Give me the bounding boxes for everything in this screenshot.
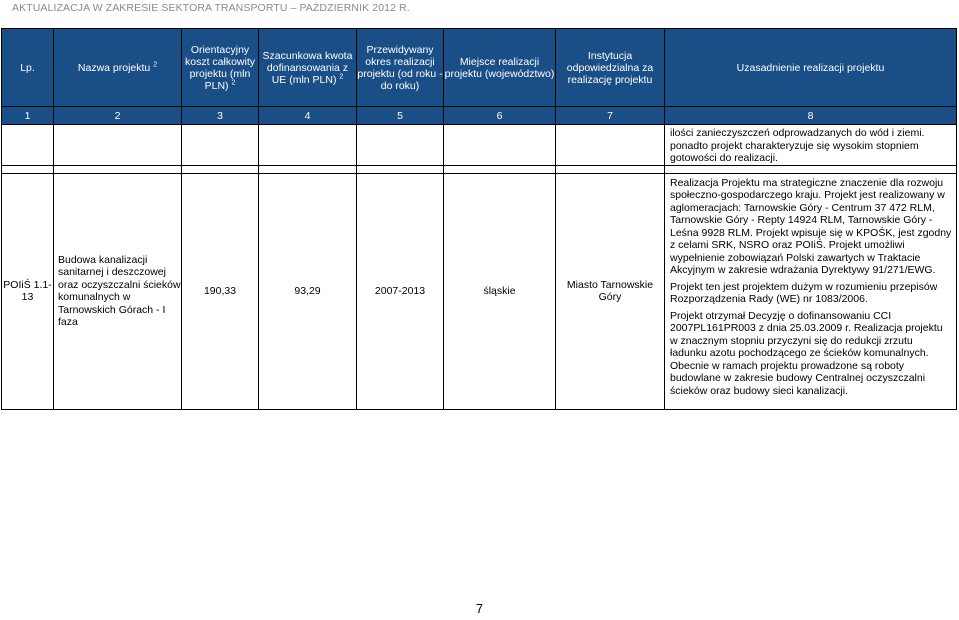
column-number: 2: [54, 107, 182, 125]
column-number: 8: [665, 107, 957, 125]
column-number: 4: [259, 107, 357, 125]
header-cost: Orientacyjny koszt całkowity projektu (mln PLN) $^2$: [182, 29, 259, 107]
column-number: 7: [556, 107, 665, 125]
column-number: 6: [444, 107, 556, 125]
page-number: 7: [475, 601, 484, 616]
row-project-name: Budowa kanalizacji sanitarnej i deszczowej oraz oczyszczalni ścieków komunalnych w Tarnowskich Górach - I faza: [54, 173, 182, 409]
header-justification: Uzasadnienie realizacji projektu: [665, 29, 957, 107]
justification-paragraph: Projekt ten jest projektem dużym w rozumieniu przepisów Rozporządzenia Rady (WE) nr 1083/2006.: [670, 280, 938, 305]
project-table: [1, 28, 957, 410]
header-name: Nazwa projektu $^2$: [54, 29, 182, 107]
table-row: [2, 173, 957, 409]
row-period: 2007-2013: [357, 173, 444, 409]
header-institution: Instytucja odpowiedzialna za realizację projektu: [556, 29, 665, 107]
column-number: 1: [2, 107, 54, 125]
row-gap: [2, 165, 957, 173]
row-location: śląskie: [444, 173, 556, 409]
column-number-row: [2, 107, 957, 125]
continuation-text: ilości zanieczyszczeń odprowadzanych do wód i ziemi. ponadto projekt charakteryzuje się wysokim stopniem gotowości do realizacji.: [665, 125, 957, 166]
justification-paragraph: Projekt otrzymał Decyzję o dofinansowaniu CCI 2007PL161PR003 z dnia 25.03.2009 r. Realizacja projektu w znacznym stopniu przyczyni się do redukcji zrzutu ładunku azotu pochodzącego ze ścieków komunalnych. Obecnie w ramach projektu prowadzone są roboty budowlane w zakresie budowy Centralnej oczyszczalni ścieków oraz budowy sieci kanalizacji.: [670, 309, 943, 397]
row-institution: Miasto Tarnowskie Góry: [556, 173, 665, 409]
header-lp: Lp.: [2, 29, 54, 107]
column-number: 5: [357, 107, 444, 125]
header-period: Przewidywany okres realizacji projektu (od roku - do roku): [357, 29, 444, 107]
running-header: AKTUALIZACJA W ZAKRESIE SEKTORA TRANSPORTU – PAŹDZIERNIK 2012 R.: [12, 2, 410, 14]
row-justification: [665, 173, 957, 409]
header-location: Miejsce realizacji projektu (województwo): [444, 29, 556, 107]
column-number: 3: [182, 107, 259, 125]
continuation-row: [2, 125, 957, 166]
row-eu-funding: 93,29: [259, 173, 357, 409]
header-eu-funding: Szacunkowa kwota dofinansowania z UE (mln PLN) $^2$: [259, 29, 357, 107]
row-cost: 190,33: [182, 173, 259, 409]
header-row: [2, 29, 957, 107]
row-lp: POIiŚ 1.1-13: [2, 173, 54, 409]
justification-paragraph: Realizacja Projektu ma strategiczne znaczenie dla rozwoju społeczno-gospodarczego kraju. Projekt jest realizowany w aglomeracjach: Tarnowskie Góry - Centrum 37 472 RLM, Tarnowskie Góry - Repty 14924 RLM, Tarnowskie Góry - Leśna 9928 RLM. Projekt wpisuje się w KPOŚK, jest zgodny z celami SRK, NSRO oraz POIiŚ. Projekt umożliwi wypełnienie zobowiązań Polski zawartych w Traktacie Akcyjnym w zakresie wdrażania Dyrektywy 91/271/EWG.: [670, 176, 952, 276]
